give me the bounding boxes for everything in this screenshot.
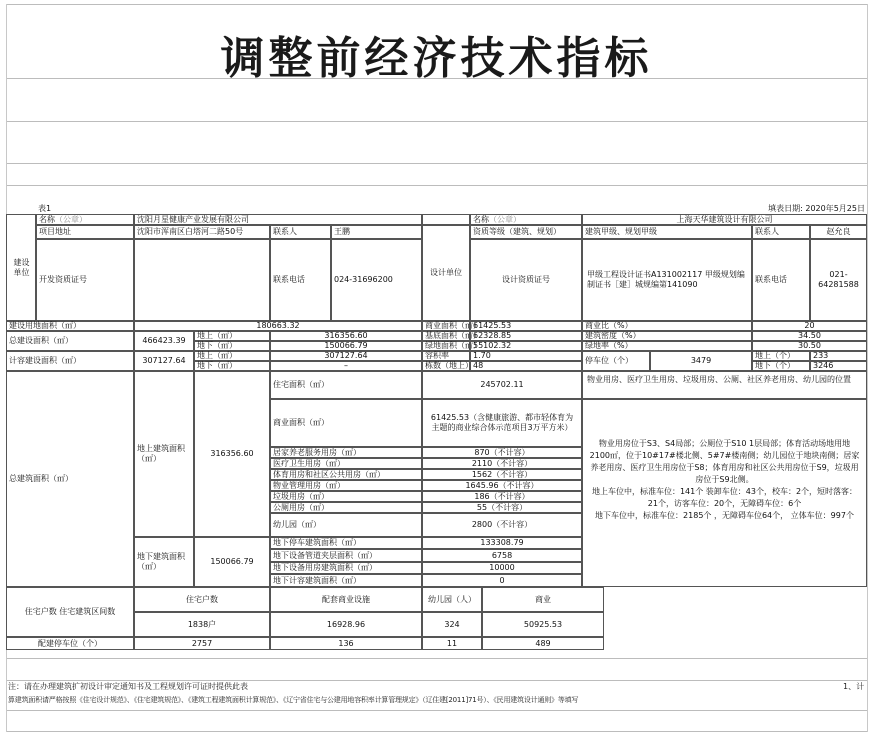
summary-parking-value: 136 (270, 637, 422, 650)
gfa-row-label: 地下停车建筑面积（㎡） (270, 537, 422, 549)
location-notes (582, 399, 867, 587)
land-area: 180663.32 (134, 321, 422, 331)
gfa-row-value: 245702.11 (422, 371, 582, 399)
parking-below-label: 地下（个） (752, 361, 810, 371)
gfa-above-value: 316356.60 (194, 371, 270, 537)
far-below-label: 地下（㎡） (194, 361, 270, 371)
green-ratio: 30.50 (752, 341, 867, 351)
gfa-row-value: 2110（不计容） (422, 458, 582, 469)
summary-value: 324 (422, 612, 482, 637)
parking-total: 3479 (650, 351, 752, 371)
gfa-row-value: 55（不计容） (422, 502, 582, 513)
far-area: 307127.64 (134, 351, 194, 371)
location-text: 物业用房位于S3、S4局部；公厕位于S10 1层局部；体育活动场地用地2100㎡，位于10#17#楼北侧、5#7#楼南侧；幼儿园位于地块南侧；居家养老用房、医疗卫生用房位于S8；体育用房和社区公共用房位于S9，垃圾用房位于S9北侧。 (589, 439, 860, 484)
base-area: 62328.85 (470, 331, 582, 341)
summary-parking-value: 2757 (134, 637, 270, 650)
commercial-ratio-label: 商业比（%） (582, 321, 752, 331)
gfa-row-value: 1562（不计容） (422, 469, 582, 480)
total-below: 150066.79 (270, 341, 422, 351)
gfa-row-value: 0 (422, 574, 582, 587)
dev-phone-label: 联系电话 (270, 239, 331, 321)
fill-date: 填表日期: 2020年5月25日 (768, 203, 865, 213)
floors-label: 栋数（地上） (422, 361, 470, 371)
density: 34.50 (752, 331, 867, 341)
design-contact-label: 联系人 (752, 225, 810, 239)
design-grade: 建筑甲级、规划甲级 (582, 225, 752, 239)
summary-header: 商业 (482, 587, 604, 612)
dev-name-label: 名称 （公章） (36, 214, 134, 225)
dev-cert-label: 开发资质证号 (36, 239, 134, 321)
gfa-row-label: 居家养老服务用房（㎡） (270, 447, 422, 458)
footnote-line1-right: 1、计 (843, 682, 865, 691)
gfa-row-label: 物业管理用房（㎡） (270, 480, 422, 491)
far-below: – (270, 361, 422, 371)
gfa-row-label: 体育用房和社区公共用房（㎡） (270, 469, 422, 480)
gfa-row-label: 地下设备用房建筑面积（㎡） (270, 562, 422, 574)
dev-name: 沈阳月星健康产业发展有限公司 (134, 214, 422, 225)
commercial-area-label: 商业面积（㎡） (422, 321, 470, 331)
dev-contact: 王鹏 (331, 225, 422, 239)
gfa-row-value: 870（不计容） (422, 447, 582, 458)
total-above: 316356.60 (270, 331, 422, 341)
gfa-row-label: 商业面积（㎡） (270, 399, 422, 447)
total-area-label: 总建设面积（㎡） (6, 331, 134, 351)
footnote-line2: 算建筑面积请严格按照《住宅设计规范》、《住宅建筑规范》、《建筑工程建筑面积计算规范》、《辽宁省住宅与公建用地容积率计算管理规定》（辽住建[2011]71号）、《民用建筑设计通则》等填写 (8, 696, 579, 704)
gfa-row-label: 公厕用房（㎡） (270, 502, 422, 513)
gfa-below-value: 150066.79 (194, 537, 270, 587)
gfa-row-label: 医疗卫生用房（㎡） (270, 458, 422, 469)
gfa-row-label: 幼儿园（㎡） (270, 513, 422, 537)
design-contact: 赵允良 (810, 225, 867, 239)
summary-left-label: 住宅户数 住宅建筑区间数 (6, 587, 134, 637)
page-title: 调整前经济技术指标 (220, 33, 653, 84)
dev-address: 沈阳市浑南区白塔河二路50号 (134, 225, 270, 239)
gfa-row-label: 住宅面积（㎡） (270, 371, 422, 399)
gfa-above-label: 地上建筑面积（㎡） (134, 371, 194, 537)
parking-above: 233 (810, 351, 867, 361)
total-above-label: 地上（㎡） (194, 331, 270, 341)
parking-above-label: 地上（个） (752, 351, 810, 361)
gfa-row-value: 186（不计容） (422, 491, 582, 502)
total-below-label: 地下（㎡） (194, 341, 270, 351)
parking-text-below: 地下车位中，标准车位：2185个 ，无障碍车位64个， 立体车位：997个 (595, 511, 854, 520)
footnote-line1: 注：请在办理建筑扩初设计审定通知书及工程规划许可证时提供此表 (8, 682, 248, 691)
gfa-row-value: 133308.79 (422, 537, 582, 549)
commercial-ratio: 20 (752, 321, 867, 331)
base-area-label: 基底面积（㎡） (422, 331, 470, 341)
gfa-row-label: 地下设备管道夹层面积（㎡） (270, 549, 422, 562)
design-phone: 021-64281588 (810, 239, 867, 321)
summary-value: 50925.53 (482, 612, 604, 637)
parking-label: 停车位（个） (582, 351, 650, 371)
dev-address-label: 项目地址 (36, 225, 134, 239)
land-area-label: 建设用地面积（㎡） (6, 321, 134, 331)
parking-below: 3246 (810, 361, 867, 371)
gfa-row-label: 垃圾用房（㎡） (270, 491, 422, 502)
design-grade-label: 资质等级（建筑、规划） (470, 225, 582, 239)
design-cert-label: 设计资质证号 (470, 239, 582, 321)
gfa-below-label: 地下建筑面积（㎡） (134, 537, 194, 587)
summary-parking-value: 489 (482, 637, 604, 650)
far-above: 307127.64 (270, 351, 422, 361)
density-label: 建筑密度（%） (582, 331, 752, 341)
summary-header: 配套商业设施 (270, 587, 422, 612)
gfa-row-value: 2800（不计容） (422, 513, 582, 537)
summary-value: 1838户 (134, 612, 270, 637)
gfa-row-value: 6758 (422, 549, 582, 562)
parking-text-above: 地上车位中，标准车位：141个 装卸车位：43个，校车：2个，短时落客：21个，访客车位：20个，无障碍车位：6个 (591, 487, 858, 508)
green-area-label: 绿地面积（㎡） (422, 341, 470, 351)
design-unit-label: 设计单位 (422, 225, 470, 321)
design-phone-label: 联系电话 (752, 239, 810, 321)
commercial-area: 61425.53 (470, 321, 582, 331)
design-cert: 甲级工程设计证书A131002117 甲级规划编制证书［建］城规编第141090 (582, 239, 752, 321)
gfa-row-label: 地下计容建筑面积（㎡） (270, 574, 422, 587)
table-label: 表1 (38, 203, 52, 213)
total-area: 466423.39 (134, 331, 194, 351)
dev-contact-label: 联系人 (270, 225, 331, 239)
green-area: 55102.32 (470, 341, 582, 351)
dev-unit-label: 建设单位 (13, 257, 30, 277)
summary-header: 住宅户数 (134, 587, 270, 612)
summary-parking-label: 配建停车位（个） (6, 637, 134, 650)
gfa-row-value: 1645.96（不计容） (422, 480, 582, 491)
design-name: 上海天华建筑设计有限公司 (582, 214, 867, 225)
summary-header: 幼儿园（人） (422, 587, 482, 612)
summary-value: 16928.96 (270, 612, 422, 637)
far-ratio: 1.70 (470, 351, 582, 361)
design-name-label: 名称 （公章） (470, 214, 582, 225)
dev-phone: 024-31696200 (331, 239, 422, 321)
far-above-label: 地上（㎡） (194, 351, 270, 361)
floors: 48 (470, 361, 582, 371)
gfa-row-value: 10000 (422, 562, 582, 574)
far-ratio-label: 容积率 (422, 351, 470, 361)
gfa-row-value: 61425.53（含健康旅游、都市轻体育为主题的商业综合体示范项目3万平方米） (422, 399, 582, 447)
summary-parking-value: 11 (422, 637, 482, 650)
location-label: 物业用房、医疗卫生用房、垃圾用房、公厕、社区养老用房、幼儿园的位置 (582, 371, 867, 399)
green-ratio-label: 绿地率（%） (582, 341, 752, 351)
gfa-label: 总建筑面积（㎡） (6, 371, 134, 587)
far-area-label: 计容建设面积（㎡） (6, 351, 134, 371)
